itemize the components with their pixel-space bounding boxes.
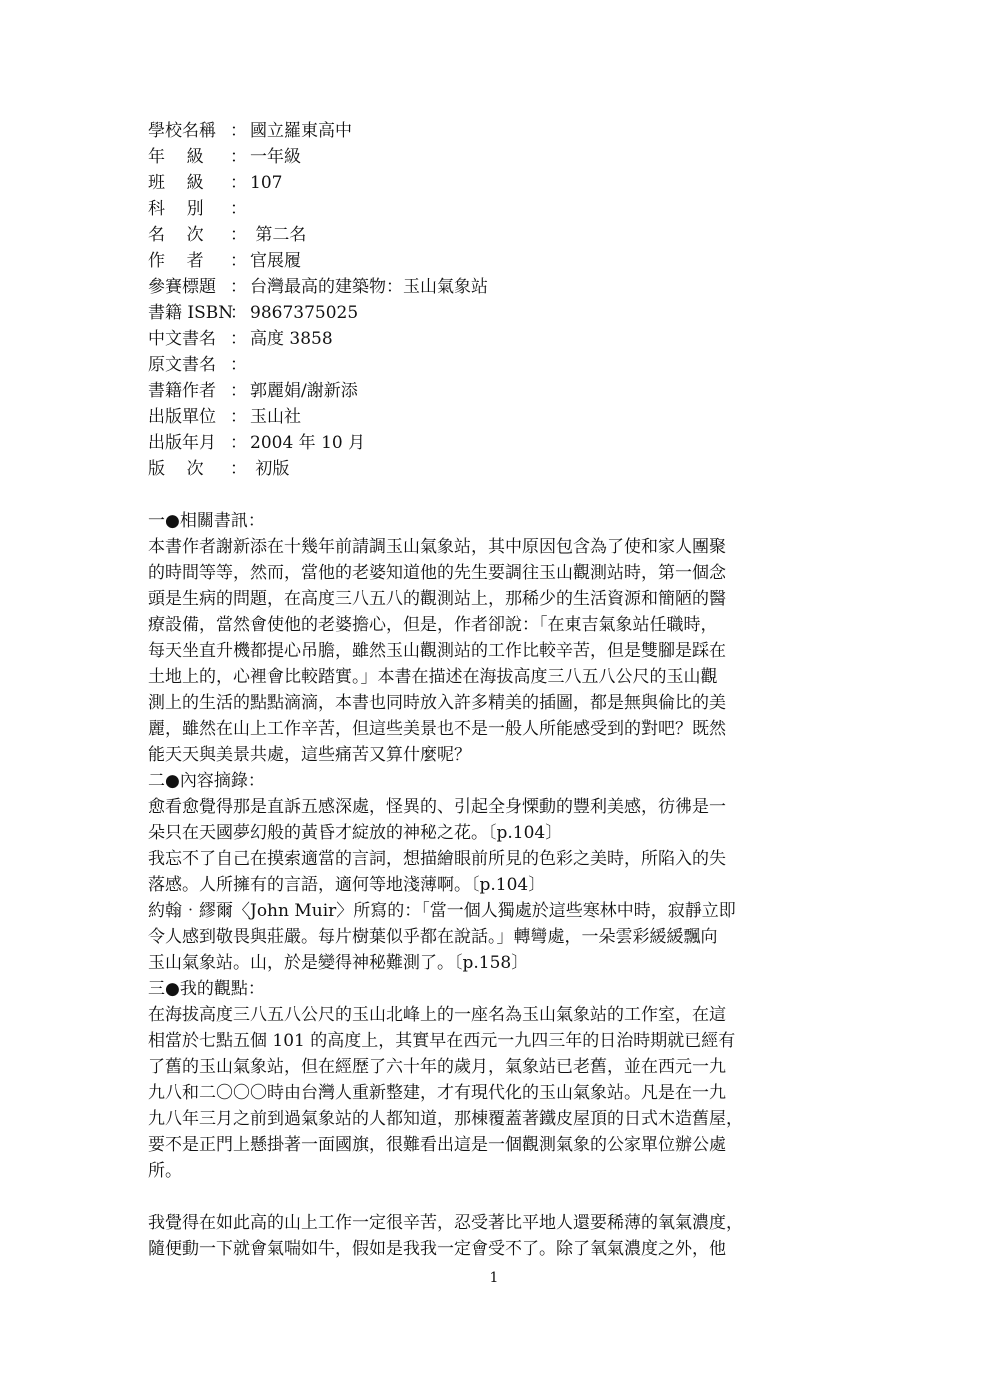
field-separator: ：: [230, 459, 247, 479]
field-label: 科 別: [148, 199, 204, 219]
field-separator: ：: [230, 329, 247, 349]
field-label: 參賽標題: [148, 277, 216, 297]
field-value: 郭麗娟/謝新添: [250, 381, 358, 401]
essay-body: [148, 508, 848, 1262]
field-label: 原文書名: [148, 355, 216, 375]
info-header: [148, 118, 848, 482]
paragraph-line: 每天坐直升機都提心吊膽，雖然玉山觀測站的工作比較辛苦，但是雙腳是踩在: [148, 641, 726, 661]
field-label: 名 次: [148, 225, 204, 245]
field-value: 國立羅東高中: [250, 121, 352, 141]
page-number: 1: [489, 1270, 499, 1286]
info-row-original-title: [148, 352, 848, 378]
field-value: 初版: [250, 459, 290, 479]
paragraph-line: 我忘不了自己在摸索適當的言詞，想描繪眼前所見的色彩之美時，所陷入的失: [148, 849, 726, 869]
paragraph-line: 相當於七點五個 101 的高度上，其實早在西元一九四三年的日治時期就已經有: [148, 1031, 736, 1051]
field-label: 中文書名: [148, 329, 216, 349]
field-label: 書籍作者: [148, 381, 216, 401]
paragraph-line: 玉山氣象站。山，於是變得神秘難測了。〔p.158〕: [148, 953, 529, 973]
paragraph-line: 測上的生活的點點滴滴，本書也同時放入許多精美的插圖，都是無與倫比的美: [148, 693, 726, 713]
field-separator: ：: [230, 147, 247, 167]
info-row-title: [148, 274, 848, 300]
field-separator: ：: [230, 407, 247, 427]
field-label: 學校名稱: [148, 121, 216, 141]
field-separator: ：: [230, 225, 247, 245]
paragraph-line: 土地上的，心裡會比較踏實。」本書在描述在海拔高度三八五八公尺的玉山觀: [148, 667, 718, 687]
field-value: 2004 年 10 月: [250, 433, 366, 453]
paragraph-line: 在海拔高度三八五八公尺的玉山北峰上的一座名為玉山氣象站的工作室，在這: [148, 1005, 726, 1025]
paragraph-line: 愈看愈覺得那是直訴五感深處，怪異的、引起全身慄動的豐利美感，彷彿是一: [148, 797, 726, 817]
field-separator: ：: [230, 355, 247, 375]
info-row-isbn: [148, 300, 848, 326]
info-row-author: [148, 248, 848, 274]
field-label: 作 者: [148, 251, 204, 271]
paragraph-line: 所。: [148, 1161, 182, 1181]
paragraph-line: 朵只在天國夢幻般的黃昏才綻放的神秘之花。〔p.104〕: [148, 823, 563, 843]
field-separator: ：: [230, 251, 247, 271]
field-value: 台灣最高的建築物：玉山氣象站: [250, 277, 488, 297]
field-separator: ：: [230, 121, 247, 141]
field-separator: ：: [230, 173, 247, 193]
field-value: 一年級: [250, 147, 301, 167]
info-row-publish-date: [148, 430, 848, 456]
paragraph-line: 九八和二〇〇〇時由台灣人重新整建，才有現代化的玉山氣象站。凡是在一九: [148, 1083, 726, 1103]
info-row-chinese-title: [148, 326, 848, 352]
field-value: 官展履: [250, 251, 301, 271]
paragraph-line: 的時間等等，然而，當他的老婆知道他的先生要調往玉山觀測站時，第一個念: [148, 563, 726, 583]
paragraph-line: 麗，雖然在山上工作辛苦，但這些美景也不是一般人所能感受到的對吧？既然: [148, 719, 726, 739]
field-value: 高度 3858: [250, 329, 333, 349]
section-heading-related-info: 一●相關書訊：: [148, 511, 265, 531]
field-label: 版 次: [148, 459, 204, 479]
field-value: 玉山社: [250, 407, 301, 427]
field-label: 出版單位: [148, 407, 216, 427]
field-separator: ：: [230, 199, 247, 219]
field-separator: ：: [230, 303, 247, 323]
section-heading-my-view: 三●我的觀點：: [148, 979, 265, 999]
paragraph-line: 隨便動一下就會氣喘如牛，假如是我我一定會受不了。除了氧氣濃度之外，他: [148, 1239, 726, 1259]
paragraph-line: 九八年三月之前到過氣象站的人都知道，那棟覆蓋著鐵皮屋頂的日式木造舊屋，: [148, 1109, 743, 1129]
field-value: 第二名: [250, 225, 307, 245]
paragraph-line: 療設備，當然會使他的老婆擔心，但是，作者卻說：「在東吉氣象站任職時，: [148, 615, 718, 635]
field-value: 9867375025: [250, 303, 359, 323]
info-row-rank: [148, 222, 848, 248]
info-row-book-authors: [148, 378, 848, 404]
info-row-school: [148, 118, 848, 144]
info-row-class: [148, 170, 848, 196]
paragraph-line: 落感。人所擁有的言語，適何等地淺薄啊。〔p.104〕: [148, 875, 546, 895]
paragraph-line: 我覺得在如此高的山上工作一定很辛苦，忍受著比平地人還要稀薄的氧氣濃度，: [148, 1213, 743, 1233]
paragraph-line: 令人感到敬畏與莊嚴。每片樹葉似乎都在說話。」轉彎處，一朵雲彩緩緩飄向: [148, 927, 718, 947]
paragraph-line: 約翰‧繆爾〈John Muir〉所寫的：「當一個人獨處於這些寒林中時，寂靜立即: [148, 901, 736, 921]
field-label: 年 級: [148, 147, 204, 167]
field-separator: ：: [230, 433, 247, 453]
blank-line: [148, 1184, 848, 1210]
field-separator: ：: [230, 381, 247, 401]
info-row-publisher: [148, 404, 848, 430]
field-label: 班 級: [148, 173, 204, 193]
paragraph-line: 頭是生病的問題，在高度三八五八的觀測站上，那稀少的生活資源和簡陋的醫: [148, 589, 726, 609]
info-row-edition: [148, 456, 848, 482]
field-label: 出版年月: [148, 433, 216, 453]
section-heading-excerpts: 二●內容摘錄：: [148, 771, 265, 791]
paragraph-line: 本書作者謝新添在十幾年前請調玉山氣象站，其中原因包含為了使和家人團聚: [148, 537, 726, 557]
info-row-department: [148, 196, 848, 222]
field-value: 107: [250, 173, 283, 193]
field-label: 書籍 ISBN: [148, 303, 234, 323]
paragraph-line: 了舊的玉山氣象站，但在經歷了六十年的歲月，氣象站已老舊，並在西元一九: [148, 1057, 726, 1077]
field-separator: ：: [230, 277, 247, 297]
paragraph-line: 要不是正門上懸掛著一面國旗，很難看出這是一個觀測氣象的公家單位辦公處: [148, 1135, 726, 1155]
paragraph-line: 能天天與美景共處，這些痛苦又算什麼呢？: [148, 745, 471, 765]
info-row-grade: [148, 144, 848, 170]
